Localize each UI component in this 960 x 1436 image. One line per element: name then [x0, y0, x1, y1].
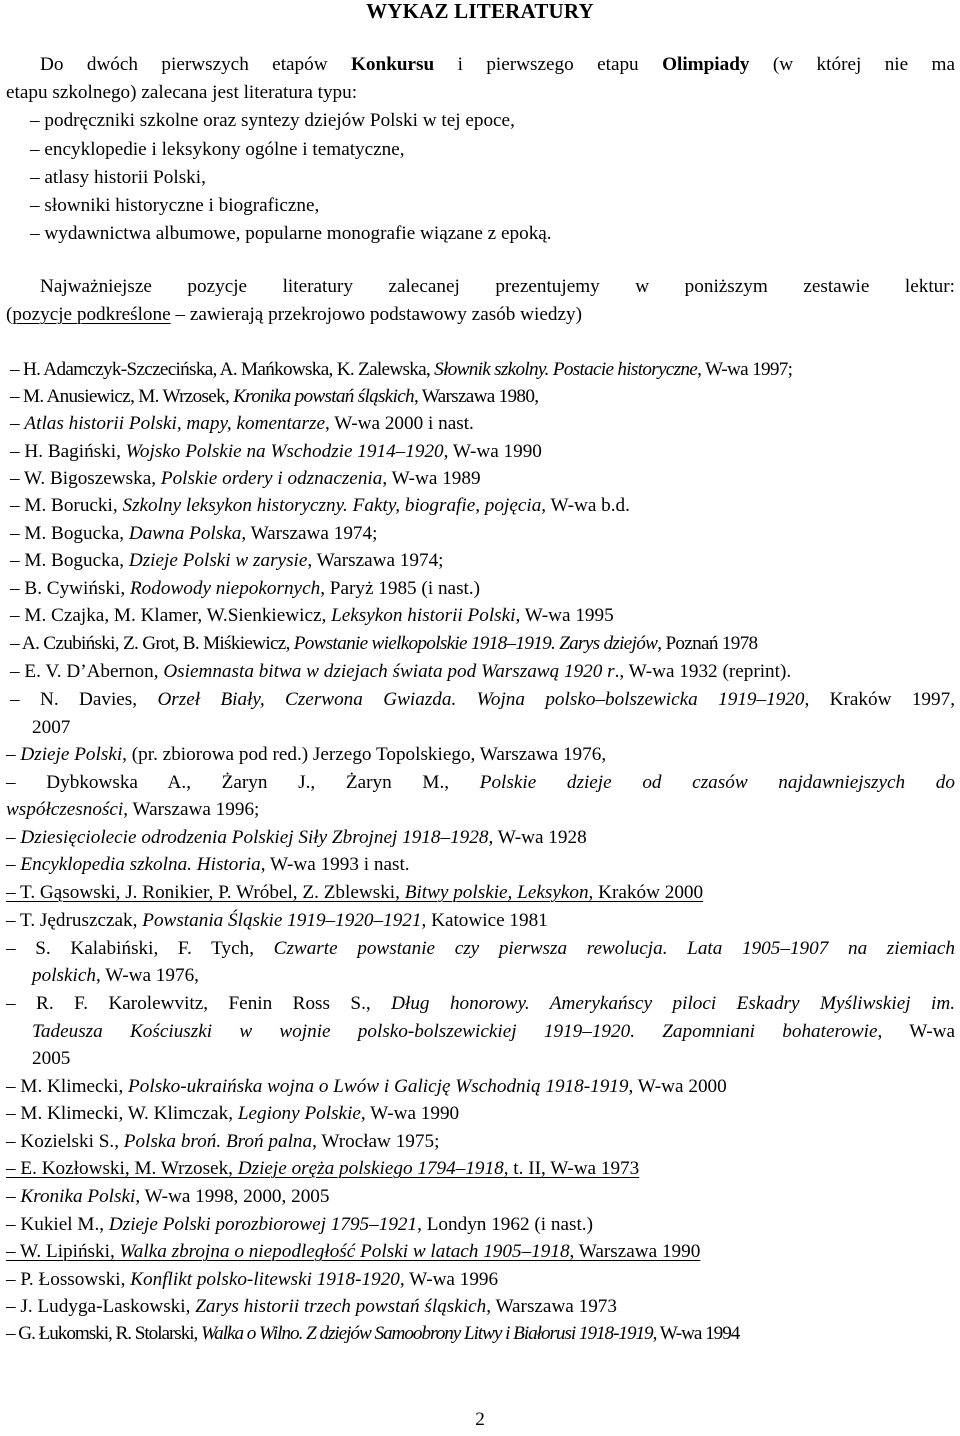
bibliography-entry: – M. Klimecki, Polsko-ukraińska wojna o Lwów i Galicję Wschodnią 1918-1919, W-wa 2000 [6, 1076, 727, 1097]
intro-list-item: – słowniki historyczne i biograficzne, [30, 195, 320, 216]
bibliography-entry: – Dzieje Polski, (pr. zbiorowa pod red.) Jerzego Topolskiego, Warszawa 1976, [6, 744, 607, 765]
bibliography-entry: – M. Bogucka, Dawna Polska, Warszawa 1974; [10, 523, 378, 544]
intro-line-2: etapu szkolnego) zalecana jest literatura typu: [6, 82, 358, 103]
bibliography-entry: – R. F. Karolewvitz, Fenin Ross S., Dług honorowy. Amerykańscy piloci Eskadry Myśliwskiej im. [6, 993, 955, 1014]
bibliography-entry: – Atlas historii Polski, mapy, komentarze, W-wa 2000 i nast. [10, 413, 474, 434]
bibliography-entry: – M. Anusiewicz, M. Wrzosek, Kronika powstań śląskich, Warszawa 1980, [10, 386, 539, 407]
bibliography-entry-continuation: współczesności, Warszawa 1996; [6, 799, 260, 820]
bibliography-entry: – B. Cywiński, Rodowody niepokornych, Paryż 1985 (i nast.) [10, 578, 481, 599]
bibliography-entry: – H. Bagiński, Wojsko Polskie na Wschodzie 1914–1920, W-wa 1990 [10, 441, 542, 462]
bibliography-entry: – M. Borucki, Szkolny leksykon historyczny. Fakty, biografie, pojęcia, W-wa b.d. [10, 495, 630, 516]
bibliography-entry: – Kukiel M., Dzieje Polski porozbiorowej 1795–1921, Londyn 1962 (i nast.) [6, 1214, 593, 1235]
bibliography-entry: – E. V. D’Abernon, Osiemnasta bitwa w dziejach świata pod Warszawą 1920 r., W-wa 1932 (reprint). [10, 661, 792, 682]
bibliography-entry-continuation: polskich, W-wa 1976, [32, 965, 199, 986]
intro-list-item: – wydawnictwa albumowe, popularne monografie wiązane z epoką. [30, 223, 552, 244]
bibliography-entry: – M. Klimecki, W. Klimczak, Legiony Polskie, W-wa 1990 [6, 1103, 460, 1124]
intro-list-item: – atlasy historii Polski, [30, 167, 206, 188]
bibliography-entry: – A. Czubiński, Z. Grot, B. Miśkiewicz, Powstanie wielkopolskie 1918–1919. Zarys dziejów, Poznań 1978 [10, 633, 758, 654]
bibliography-entry: – Encyklopedia szkolna. Historia, W-wa 1993 i nast. [6, 854, 410, 875]
bibliography-entry: – M. Bogucka, Dzieje Polski w zarysie, Warszawa 1974; [10, 550, 444, 571]
konkurs-bold: Konkursu [351, 54, 435, 75]
bibliography-entry: – Dybkowska A., Żaryn J., Żaryn M., Polskie dzieje od czasów najdawniejszych do [6, 772, 955, 793]
bibliography-entry: – Kronika Polski, W-wa 1998, 2000, 2005 [6, 1186, 330, 1207]
intro-list-item: – encyklopedie i leksykony ogólne i tematyczne, [30, 139, 405, 160]
note-line-2: (pozycje podkreślone – zawierają przekrojowo podstawowy zasób wiedzy) [6, 304, 582, 325]
bibliography-entry: – Dziesięciolecie odrodzenia Polskiej Siły Zbrojnej 1918–1928, W-wa 1928 [6, 827, 587, 848]
bibliography-entry: – H. Adamczyk-Szczecińska, A. Mańkowska, K. Zalewska, Słownik szkolny. Postacie historyczne, W-wa 1997; [10, 359, 793, 380]
bibliography-entry-continuation: Tadeusza Kościuszki w wojnie polsko-bolszewickiej 1919–1920. Zapomniani bohaterowie, W-wa [32, 1021, 956, 1042]
bibliography-entry-underlined: – E. Kozłowski, M. Wrzosek, Dzieje oręża polskiego 1794–1918, t. II, W-wa 1973 [6, 1158, 640, 1179]
bibliography-entry: – M. Czajka, M. Klamer, W.Sienkiewicz, Leksykon historii Polski, W-wa 1995 [10, 605, 614, 626]
bibliography-entry: – Kozielski S., Polska broń. Broń palna, Wrocław 1975; [6, 1131, 440, 1152]
bibliography-entry-underlined: – T. Gąsowski, J. Ronikier, P. Wróbel, Z. Zblewski, Bitwy polskie, Leksykon, Kraków 2000 [6, 882, 704, 903]
page-number: 2 [475, 1409, 485, 1430]
page-title: WYKAZ LITERATURY [366, 0, 594, 23]
bibliography-entry: – S. Kalabiński, F. Tych, Czwarte powstanie czy pierwsza rewolucja. Lata 1905–1907 na ziemiach [6, 938, 956, 959]
bibliography-entry: – P. Łossowski, Konflikt polsko-litewski 1918-1920, W-wa 1996 [6, 1269, 499, 1290]
bibliography-entry-continuation: 2007 [32, 717, 71, 738]
bibliography-entry: – T. Jędruszczak, Powstania Śląskie 1919–1920–1921, Katowice 1981 [6, 910, 548, 931]
bibliography-entry-underlined: – W. Lipiński, Walka zbrojna o niepodległość Polski w latach 1905–1918, Warszawa 1990 [6, 1241, 701, 1262]
olimpiady-bold: Olimpiady [662, 54, 750, 75]
intro-line-1: Do dwóch pierwszych etapów Konkursu i pierwszego etapu Olimpiady (w której nie ma [40, 54, 955, 75]
bibliography-entry: – N. Davies, Orzeł Biały, Czerwona Gwiazda. Wojna polsko–bolszewicka 1919–1920, Kraków 1997, [10, 689, 955, 710]
underlined-note: pozycje podkreślone [12, 304, 171, 325]
note-line-1: Najważniejsze pozycje literatury zalecanej prezentujemy w poniższym zestawie lektur: [40, 276, 955, 297]
bibliography-entry-continuation: 2005 [32, 1048, 71, 1069]
bibliography-entry: – J. Ludyga-Laskowski, Zarys historii trzech powstań śląskich, Warszawa 1973 [6, 1296, 617, 1317]
bibliography-entry: – G. Łukomski, R. Stolarski, Walka o Wilno. Z dziejów Samoobrony Litwy i Białorusi 1918-1919, W-wa 1994 [6, 1323, 740, 1344]
intro-list-item: – podręczniki szkolne oraz syntezy dziejów Polski w tej epoce, [30, 110, 515, 131]
bibliography-entry: – W. Bigoszewska, Polskie ordery i odznaczenia, W-wa 1989 [10, 468, 481, 489]
